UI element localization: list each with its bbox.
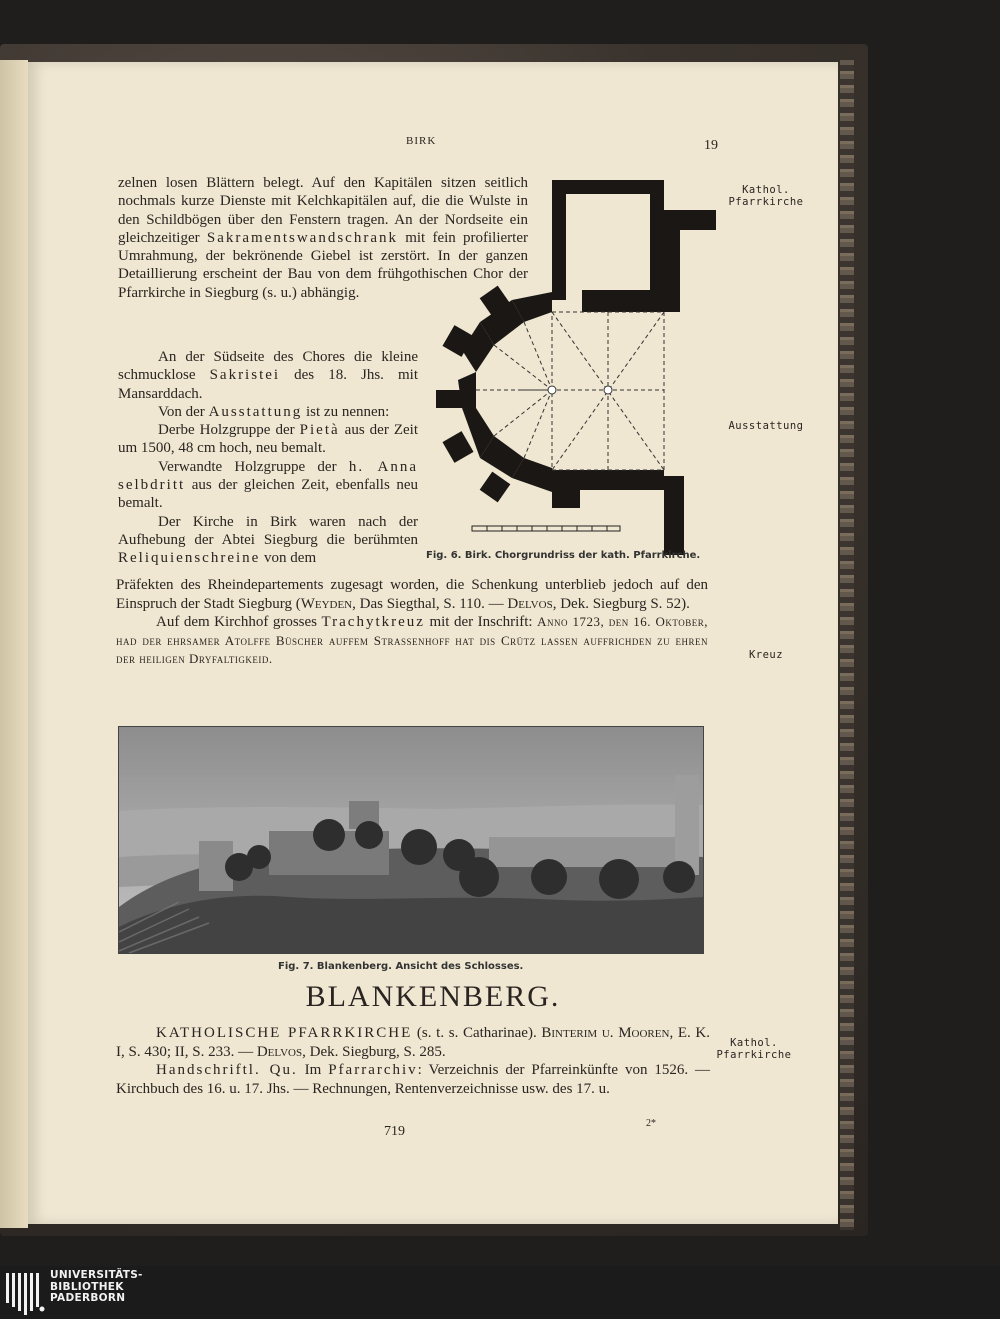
spaced-term: Handschriftl. Qu. [156, 1062, 298, 1078]
floor-plan-figure [432, 180, 732, 555]
castle-photo-image [119, 727, 703, 953]
paragraph-reliquien [118, 513, 418, 568]
margin-note-kreuz: Kreuz [748, 649, 784, 661]
spaced-term: Pietà [299, 422, 340, 439]
text-run: Derbe Holzgruppe der [158, 422, 300, 439]
facing-page-edge [0, 60, 28, 1228]
spaced-term: Trachytkreuz [321, 614, 425, 630]
footer-page-number: 719 [384, 1124, 405, 1139]
spaced-term: Pfarrarchiv [328, 1062, 418, 1078]
text-run: aus der gleichen Zeit, ebenfalls neu bemalt. [118, 477, 418, 512]
castle-photograph [118, 726, 704, 954]
spaced-term: h. Anna selbdritt [118, 458, 418, 494]
author-name: Delvos [507, 595, 553, 612]
blankenberg-text [116, 1024, 710, 1098]
margin-note-kathol-pfarrkirche-2 [704, 1037, 804, 1061]
text-run: des 18. Jhs. mit Mansarddach. [118, 367, 418, 402]
paragraph-anna [118, 458, 418, 513]
text-run: aus der Zeit um 1500, 48 cm hoch, neu bemalt. [118, 422, 418, 457]
text-run: Der Kirche in Birk waren nach der Aufhebung der Abtei Siegburg die berühmten [118, 513, 418, 548]
figure-7-caption: Fig. 7. Blankenberg. Ansicht des Schlosses. [278, 961, 524, 972]
author-name: Delvos [256, 1043, 303, 1060]
margin-note-line: Pfarrkirche [728, 196, 804, 208]
paragraph-pfarrkirche [116, 1024, 710, 1061]
spaced-term: Reliquienschreine [118, 550, 261, 567]
cover-edge [840, 60, 854, 1230]
text-run: Präfekten des Rheindepartements zugesagt worden, die Schenkung unterblieb jedoch auf den Einspruch der Stadt Siegburg ( [116, 577, 708, 612]
wide-column-text [116, 576, 708, 669]
text-run: Von der [158, 403, 209, 420]
library-name-line: PADERBORN [50, 1292, 126, 1304]
paragraph-sakristei [118, 348, 418, 403]
author-name: Weyden [300, 595, 353, 612]
text-run: Verwandte Holzgruppe der [158, 458, 349, 475]
text-run: , Dek. Siegburg S. 52). [552, 595, 690, 612]
text-run: Auf dem Kirchhof grosses [156, 614, 322, 630]
text-run: ist zu nennen: [302, 403, 390, 420]
text-run: An der Südseite des Chores die kleine schmucklose [118, 349, 418, 384]
footer-signature: 2* [646, 1118, 656, 1129]
page-number: 19 [704, 138, 718, 153]
margin-note-line: Kathol. [730, 1037, 778, 1049]
paragraph-ausstattung [118, 403, 418, 421]
book-page [28, 62, 838, 1224]
text-run: Im [297, 1062, 329, 1078]
text-run: mit fein profilierter Umrahmung, der bekrönende Giebel ist zerstört. In der ganzen Detaillierung erscheint der Bau von dem frühgothischen Chor der Pfarrkirche in Siegburg (s. u.) abhängig. [118, 229, 528, 301]
running-head: BIRK [406, 135, 437, 147]
library-name-line: BIBLIOTHEK [50, 1280, 124, 1293]
text-run: , Das Siegthal, S. 110. — [352, 595, 508, 612]
paragraph-kreuz [116, 613, 708, 669]
left-column-text-lower [118, 348, 418, 568]
inscription-text: Anno 1723, den 16. Oktober, had der ehrsamer Atolffe Büscher auffem Strassenhoff hat dis Crütz lassen auffrichden zu ehren der heiligen Dryfaltigkeid. [116, 614, 708, 666]
text-run: (s. t. s. Catharinae). [412, 1025, 542, 1041]
library-name [50, 1270, 143, 1305]
text-run: , Dek. Siegburg, S. 285. [302, 1043, 446, 1060]
paragraph-reliquien-continued [116, 576, 708, 613]
library-logo-icon [4, 1269, 46, 1315]
paragraph-quellen [116, 1061, 710, 1098]
text-run: mit der Inschrift: [424, 614, 538, 630]
margin-note-ausstattung: Ausstattung [728, 420, 804, 432]
text-run: : Verzeichnis der Pfarreinkünfte von 1526. — Kirchbuch des 16. u. 17. Jhs. — Rechnungen, Rentenverzeichnisse usw. des 17. u. [116, 1062, 710, 1097]
library-name-line: UNIVERSITÄTS- [50, 1269, 143, 1281]
text-run: zelnen losen Blättern belegt. Auf den Kapitälen sitzen seitlich nochmals kurze Dienste mit Kelchkapitälen auf, die die Wulste in den Schildbögen über den Fenstern tragen. An der Nordseite ein gleichzeitiger [118, 175, 528, 246]
margin-note-line: Kathol. [742, 184, 790, 196]
section-title: BLANKENBERG. [305, 980, 561, 1013]
margin-note-line: Pfarrkirche [716, 1049, 792, 1061]
spaced-term: Sakristei [209, 367, 281, 384]
library-banner [0, 1266, 1000, 1319]
text-run: , E. K. I, S. 430; II, S. 233. — [116, 1025, 711, 1060]
paragraph-pieta [118, 421, 418, 458]
spaced-term: Ausstattung [208, 403, 303, 420]
spaced-term: KATHOLISCHE PFARRKIRCHE [156, 1025, 413, 1041]
spaced-term: Sakramentswandschrank [206, 229, 398, 246]
figure-6-caption: Fig. 6. Birk. Chorgrundriss der kath. Pfarrkirche. [426, 550, 701, 561]
text-run: von dem [260, 550, 317, 567]
author-name: Binterim u. Mooren [541, 1025, 670, 1041]
margin-note-kathol-pfarrkirche [716, 184, 816, 208]
